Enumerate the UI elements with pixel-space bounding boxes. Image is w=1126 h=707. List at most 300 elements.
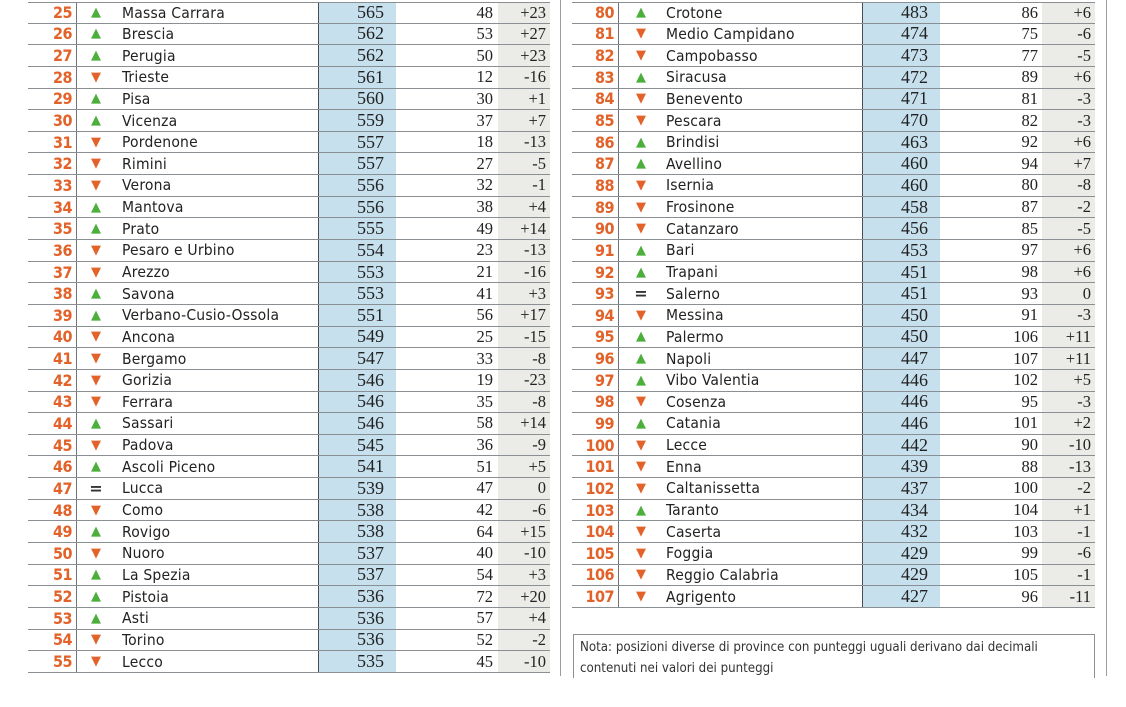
table-row [28,175,550,197]
table-row [28,565,550,587]
rank: 92 [594,262,614,282]
arrow-down-icon: ▼ [91,351,101,367]
score: 556 [318,197,396,218]
arrow-up-icon: ▲ [636,134,646,150]
rank-separator [76,67,77,88]
table-row [28,305,550,327]
score: 432 [862,521,940,542]
arrow-down-icon: ▼ [91,394,101,410]
arrow-up-icon: ▲ [636,372,646,388]
arrow-up-icon: ▲ [636,329,646,345]
arrow-up-icon: ▲ [91,589,101,605]
rank-separator [76,608,77,629]
rank-change: -9 [498,435,550,456]
arrow-down-icon: ▼ [636,589,646,605]
rank-change: +11 [1042,327,1095,348]
table-row [572,283,1095,305]
rank-change: -1 [1042,565,1095,586]
rank-change: +6 [1042,67,1095,88]
table-row [572,543,1095,565]
score: 538 [318,521,396,542]
rank-change: +7 [1042,153,1095,174]
rank-separator [618,521,619,542]
rank-separator [76,435,77,456]
arrow-down-icon: ▼ [636,480,646,496]
score: 535 [318,651,396,672]
score: 549 [318,327,396,348]
previous-rank: 37 [476,110,493,130]
rank-separator [618,240,619,261]
previous-rank: 30 [476,88,493,108]
previous-rank: 86 [1021,2,1038,22]
rank-change: -2 [1042,197,1095,218]
table-row [28,392,550,414]
rank-separator [618,435,619,456]
province-name: Massa Carrara [122,3,225,22]
score: 456 [862,218,940,239]
score: 539 [318,478,396,499]
rank: 45 [52,435,72,455]
rank-separator [76,370,77,391]
province-name: Bari [666,241,695,260]
ranking-table-right [572,2,1095,608]
province-name: La Spezia [122,565,191,584]
province-name: Brindisi [666,133,720,152]
province-name: Frosinone [666,198,735,217]
column-divider [560,0,561,676]
score: 547 [318,348,396,369]
table-row [572,262,1095,284]
rank-change: -13 [498,132,550,153]
rank-change: -10 [498,543,550,564]
table-row [28,283,550,305]
province-name: Rovigo [122,522,171,541]
table-row [28,370,550,392]
rank-change: +17 [498,305,550,326]
score: 460 [862,175,940,196]
score: 560 [318,89,396,110]
rank: 41 [52,349,72,369]
previous-rank: 89 [1021,67,1038,87]
rank-separator [76,651,77,672]
province-name: Messina [666,306,724,325]
previous-rank: 72 [476,586,493,606]
rank-separator [76,565,77,586]
score: 451 [862,283,940,304]
arrow-up-icon: ▲ [91,48,101,64]
table-row [572,586,1095,608]
province-name: Avellino [666,154,723,173]
rank-separator [76,630,77,651]
score: 434 [862,500,940,521]
previous-rank: 80 [1021,175,1038,195]
previous-rank: 100 [1013,478,1038,498]
arrow-down-icon: ▼ [636,524,646,540]
rank-change: +5 [498,456,550,477]
table-row [572,327,1095,349]
rank-separator [618,218,619,239]
rank: 103 [585,500,614,520]
previous-rank: 25 [476,326,493,346]
table-row [572,24,1095,46]
table-row [572,413,1095,435]
arrow-up-icon: ▲ [636,264,646,280]
rank: 90 [594,219,614,239]
arrow-down-icon: ▼ [636,177,646,193]
arrow-down-icon: ▼ [636,459,646,475]
rank: 27 [52,46,72,66]
rank: 28 [52,67,72,87]
score: 537 [318,565,396,586]
arrow-down-icon: ▼ [636,221,646,237]
previous-rank: 18 [476,132,493,152]
previous-rank: 99 [1021,543,1038,563]
rank-change: -8 [498,348,550,369]
table-row [572,348,1095,370]
score: 557 [318,153,396,174]
arrow-up-icon: ▲ [91,26,101,42]
province-name: Gorizia [122,371,173,390]
previous-rank: 95 [1021,391,1038,411]
province-name: Mantova [122,198,184,217]
table-row [28,153,550,175]
rank-change: +5 [1042,370,1095,391]
previous-rank: 106 [1013,326,1038,346]
rank-change: -15 [498,327,550,348]
rank-change: +20 [498,586,550,607]
arrow-up-icon: ▲ [91,524,101,540]
previous-rank: 42 [476,500,493,520]
rank: 91 [594,240,614,260]
arrow-up-icon: ▲ [91,415,101,431]
table-row [28,586,550,608]
rank: 49 [52,522,72,542]
previous-rank: 103 [1013,521,1038,541]
rank-change: +23 [498,3,550,23]
arrow-down-icon: ▼ [91,329,101,345]
rank: 107 [585,587,614,607]
rank: 83 [594,67,614,87]
score: 447 [862,348,940,369]
province-name: Verona [122,176,172,195]
rank-change: +3 [498,283,550,304]
previous-rank: 85 [1021,218,1038,238]
right-border [1106,0,1107,676]
rank-separator [76,197,77,218]
rank: 44 [52,413,72,433]
province-name: Ancona [122,327,176,346]
footnote: Nota: posizioni diverse di province con punteggi uguali derivano dai decimali contenuti nei valori dei punteggi [573,634,1095,678]
province-name: Reggio Calabria [666,565,779,584]
arrow-down-icon: ▼ [91,632,101,648]
rank-separator [618,110,619,131]
previous-rank: 94 [1021,153,1038,173]
province-name: Siracusa [666,68,727,87]
rank-separator [618,24,619,45]
province-name: Benevento [666,89,744,108]
table-row [572,456,1095,478]
score: 565 [318,3,396,23]
rank: 39 [52,305,72,325]
province-name: Arezzo [122,263,170,281]
rank-separator [618,456,619,477]
previous-rank: 33 [476,348,493,368]
rank-change: -11 [1042,586,1095,607]
province-name: Palermo [666,327,724,346]
rank-separator [76,262,77,283]
rank: 34 [52,197,72,217]
table-row [28,67,550,89]
rank-change: +6 [1042,262,1095,283]
province-name: Pescara [666,111,722,130]
rank-separator [618,283,619,304]
rank-change: -5 [1042,218,1095,239]
province-name: Lecco [122,652,163,671]
rank: 54 [52,630,72,650]
previous-rank: 19 [476,370,493,390]
previous-rank: 54 [476,564,493,584]
province-name: Padova [122,436,174,455]
rank-separator [618,348,619,369]
table-row [28,262,550,284]
score: 553 [318,262,396,283]
previous-rank: 107 [1013,348,1038,368]
table-row [572,132,1095,154]
arrow-up-icon: ▲ [636,502,646,518]
province-name: Como [122,501,164,520]
rank-change: +4 [498,608,550,629]
rank-change: -10 [1042,435,1095,456]
province-name: Bergamo [122,349,187,368]
rank-change: +27 [498,24,550,45]
rank-change: -5 [1042,45,1095,66]
table-row [572,305,1095,327]
province-name: Vibo Valentia [666,371,760,390]
province-name: Pistoia [122,587,170,606]
rank: 93 [594,284,614,304]
rank: 81 [594,24,614,44]
rank: 102 [585,478,614,498]
previous-rank: 52 [476,629,493,649]
equals-icon: = [89,478,103,498]
table-row [28,218,550,240]
arrow-up-icon: ▲ [636,5,646,21]
rank: 50 [52,543,72,563]
rank: 89 [594,197,614,217]
previous-rank: 97 [1021,240,1038,260]
rank: 104 [585,522,614,542]
score: 537 [318,543,396,564]
rank-change: -6 [498,500,550,521]
arrow-down-icon: ▼ [636,26,646,42]
rank: 31 [52,132,72,152]
score: 470 [862,110,940,131]
rank-separator [618,478,619,499]
table-row [28,132,550,154]
arrow-up-icon: ▲ [91,610,101,626]
arrow-up-icon: ▲ [91,199,101,215]
previous-rank: 104 [1013,500,1038,520]
previous-rank: 48 [476,2,493,22]
previous-rank: 77 [1021,45,1038,65]
table-row [28,521,550,543]
score: 427 [862,586,940,607]
province-name: Perugia [122,46,176,65]
previous-rank: 92 [1021,132,1038,152]
rank-change: +14 [498,218,550,239]
rank-change: -1 [1042,521,1095,542]
rank: 101 [585,457,614,477]
previous-rank: 58 [476,413,493,433]
table-row [572,89,1095,111]
rank: 95 [594,327,614,347]
score: 446 [862,392,940,413]
arrow-up-icon: ▲ [91,113,101,129]
arrow-down-icon: ▼ [91,654,101,670]
province-name: Prato [122,219,160,238]
rank: 97 [594,370,614,390]
rank-change: -13 [1042,456,1095,477]
rank: 53 [52,608,72,628]
arrow-down-icon: ▼ [91,242,101,258]
arrow-down-icon: ▼ [636,199,646,215]
province-name: Brescia [122,24,175,43]
table-row [28,110,550,132]
score: 473 [862,45,940,66]
arrow-down-icon: ▼ [91,69,101,85]
previous-rank: 45 [476,651,493,671]
rank-change: +1 [498,89,550,110]
table-row [28,435,550,457]
arrow-up-icon: ▲ [91,307,101,323]
score: 483 [862,3,940,23]
previous-rank: 36 [476,435,493,455]
previous-rank: 88 [1021,456,1038,476]
arrow-down-icon: ▼ [91,134,101,150]
score: 450 [862,305,940,326]
rank-separator [618,565,619,586]
rank: 25 [52,3,72,23]
rank: 47 [52,478,72,498]
rank: 52 [52,587,72,607]
score: 562 [318,45,396,66]
table-row [572,478,1095,500]
rank-separator [618,543,619,564]
arrow-up-icon: ▲ [636,69,646,85]
province-name: Medio Campidano [666,24,795,43]
table-row [28,240,550,262]
province-name: Agrigento [666,587,737,606]
table-row [572,392,1095,414]
previous-rank: 56 [476,305,493,325]
previous-rank: 35 [476,391,493,411]
table-row [28,327,550,349]
previous-rank: 64 [476,521,493,541]
rank: 43 [52,392,72,412]
province-name: Enna [666,457,702,476]
rank-separator [76,456,77,477]
rank: 32 [52,154,72,174]
rank: 37 [52,262,72,282]
province-name: Nuoro [122,544,165,563]
rank-separator [76,543,77,564]
previous-rank: 12 [476,67,493,87]
rank-change: -3 [1042,392,1095,413]
rank: 94 [594,305,614,325]
province-name: Isernia [666,176,715,195]
previous-rank: 53 [476,23,493,43]
province-name: Catania [666,414,721,433]
arrow-down-icon: ▼ [91,177,101,193]
table-row [28,45,550,67]
rank-change: -10 [498,651,550,672]
equals-icon: = [634,284,648,304]
rank: 100 [585,435,614,455]
previous-rank: 57 [476,608,493,628]
table-row [28,197,550,219]
rank-change: +23 [498,45,550,66]
province-name: Verbano-Cusio-Ossola [122,306,280,325]
rank-change: +2 [1042,413,1095,434]
table-row [572,218,1095,240]
score: 554 [318,240,396,261]
table-row [572,67,1095,89]
rank: 105 [585,543,614,563]
province-name: Ascoli Piceno [122,457,216,476]
score: 453 [862,240,940,261]
previous-rank: 81 [1021,88,1038,108]
rank: 35 [52,219,72,239]
province-name: Foggia [666,544,714,563]
previous-rank: 27 [476,153,493,173]
province-name: Trieste [122,68,170,87]
ranking-table-left [28,2,550,673]
rank-separator [76,327,77,348]
score: 429 [862,543,940,564]
rank-separator [618,413,619,434]
rank: 51 [52,565,72,585]
province-name: Pordenone [122,133,198,152]
score: 458 [862,197,940,218]
previous-rank: 98 [1021,262,1038,281]
previous-rank: 23 [476,240,493,260]
province-name: Caltanissetta [666,479,761,498]
rank: 85 [594,111,614,131]
previous-rank: 32 [476,175,493,195]
score: 546 [318,413,396,434]
rank-separator [618,392,619,413]
table-row [572,153,1095,175]
arrow-up-icon: ▲ [91,91,101,107]
previous-rank: 87 [1021,197,1038,217]
previous-rank: 75 [1021,23,1038,43]
table-row [572,240,1095,262]
province-name: Pesaro e Urbino [122,241,235,260]
rank-change: -6 [1042,543,1095,564]
score: 557 [318,132,396,153]
table-row [28,478,550,500]
table-row [28,651,550,673]
rank-separator [76,175,77,196]
rank: 55 [52,652,72,672]
table-row [572,197,1095,219]
rank-separator [76,89,77,110]
table-row [28,89,550,111]
rank-separator [76,132,77,153]
score: 450 [862,327,940,348]
rank-separator [76,586,77,607]
rank: 82 [594,46,614,66]
